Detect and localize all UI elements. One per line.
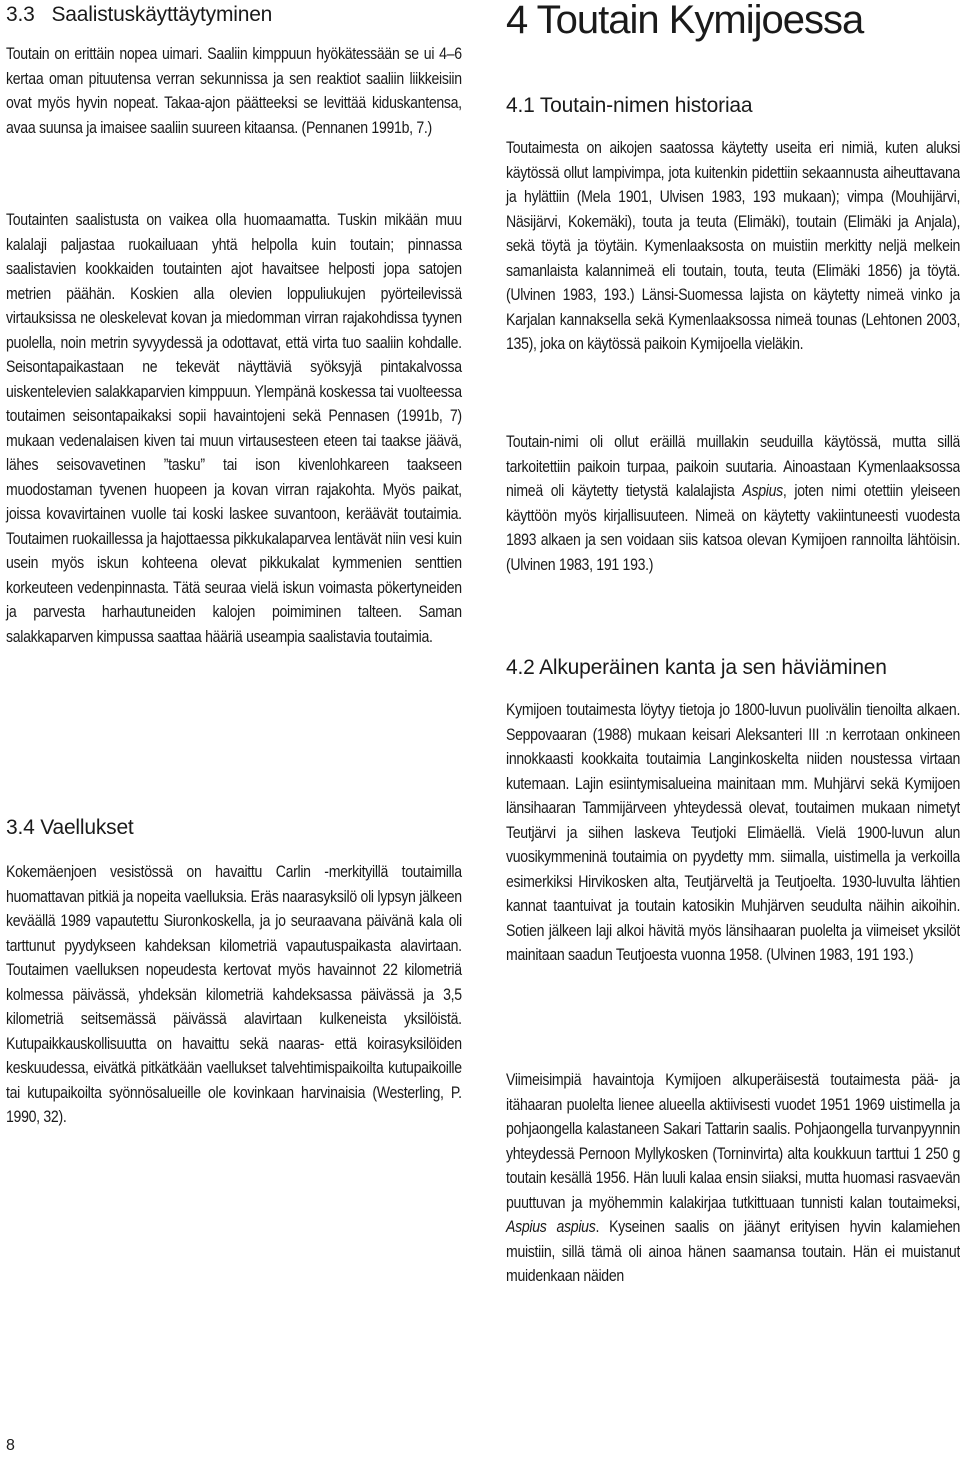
section-4-1-paragraph-2 xyxy=(506,430,960,577)
p2-text-a: Toutain-nimi oli ollut eräillä muillakin seuduilla käytössä, mutta sillä tarkoitettiin paikoin turpaa, paikoin suutaria. Ainoastaan Kymenlaaksossa nimeä oli käytetty tietystä kalalajista xyxy=(506,433,960,500)
section-3-4-paragraph-1: Kokemäenjoen vesistössä on havaittu Carlin -merkityillä toutaimilla huomattavan pitkiä ja nopeita vaelluksia. Eräs naarasyksilö oli lypsyn jälkeen keväällä 1989 vapautettu Siuronkoskella, ja jo seuraavana päivänä kala oli tarttunut pyydykseen kahdeksan kilometriä vapautuspaikasta alavirtaan. Toutaimen vaelluksen nopeudesta kertovat myös havainnot 22 kilometriä kolmessa päivässä, yhdeksän kilometriä kahdeksassa päivässä ja 3,5 kilometriä seitsemässä päivässä alavirtaan kulkeneista yksilöistä. Kutupaikkauskollisuutta on havaittu sekä naaras- että koirasyksilöiden keskuudessa, eivätkä pitkätkään vaellukset talvehtimispaikoilta kutupaikoille tai kutupaikoilta syönnösalueille ole kovinkaan harvinaisia (Westerling, P. 1990, 32). xyxy=(6,863,462,1126)
section-4-2-heading: 4.2 Alkuperäinen kanta ja sen häviäminen xyxy=(506,656,887,679)
section-3-3-paragraph-1: Toutain on erittäin nopea uimari. Saaliin kimppuun hyökätessään se ui 4–6 kertaa oman pituutensa verran sekunnissa ja sen reaktiot saaliin liikkeisiin ovat myös hyvin nopeat. Takaa-ajon päätteeksi se levittää kiduskantensa, avaa suunsa ja imaisee saaliin suureen kitaansa. (Pennanen 1991b, 7.) xyxy=(6,45,462,137)
section-3-3-paragraph-2: Toutainten saalistusta on vaikea olla huomaamatta. Tuskin mikään muu kalalaji paljastaa ruokailuaan yhtä helpolla kuin toutain; pinnassa saalistavien kookkaiden toutainten ajot havaitsee helposti jopa satojen metrien päähän. Koskien alla olevien loppuliukujen pyörteilevissä virtauksissa ne oleskelevat kovan ja miedomman virran rajakohdissa tyynen puolella, noin metrin syvyydessä ja odottavat, että virta tuo saaliin kohdalle. Seisontapaikastaan ne tekevät näyttäviä syöksyjä pintakalvossa uiskentelevien salakkaparvien kimppuun. Ylempänä koskessa tai vuolteessa toutaimen seisontapaikaksi sopii havaintojeni sekä Pennasen (1991b, 7) mukaan vedenalaisen kiven tai muun virtausesteen eteen tai taakse jäävä, lähes seisovavetinen ”tasku” tai ison kivenlohkareen taakseen muodostaman tyvenen huopeen ja kovan virran rajakohta. Myös paikat, joissa kovavirtainen vuolle tai koski laskee suvantoon, keräävät toutaimia. Toutaimen ruokaillessa ja hajottaessa pikkukalaparvea lentävät niin vesi kuin usein myös iskun kohteena olevat pikkukalat kymmenien senttien korkeuteen vedenpinnasta. Tätä seuraa vielä iskun voimasta pökertyneiden ja parvesta harhautuneiden kalojen poimiminen talteen. Saman salakkaparven kimpussa saattaa hääriä useampia saalistavia toutaimia. xyxy=(6,211,462,646)
page-number: 8 xyxy=(6,1437,15,1454)
section-3-3-heading: 3.3 Saalistuskäyttäytyminen xyxy=(6,3,273,26)
p2-text-b: , joten nimi otettiin yleiseen käyttöön myös kirjallisuuteen. Nimeä on käytetty vakiintuneesti vuodesta 1893 alkaen ja sen voidaan siis katsoa olevan Kymijoen rannoilta lähtöisin. (Ulvinen 1983, 191 193.) xyxy=(506,482,960,574)
p2-italic-term: Aspius xyxy=(742,482,783,500)
p3-text-a: Viimeisimpiä havaintoja Kymijoen alkuperäisestä toutaimesta pää- ja itähaaran puolelta lienee alueella aktiivisesti vuodet 1951 1969 uistimella ja pohjaongella kalastaneen Sakari Tattarin saalis. Pohjaongella turvanpyynnin yhteydessä Pernoon Myllykosken (Torninvirta) alta koukkuun tarttui 1 250 g toutain kesällä 1956. Hän luuli kalaa ensin siiaksi, mutta huomasi rasvaevän puuttuvan ja myöhemmin kalakirjaa tutkittuaan tunnisti kalan toutaimeksi, xyxy=(506,1071,960,1212)
section-4-1-paragraph-1: Toutaimesta on aikojen saatossa käytetty useita eri nimiä, kuten aluksi käytössä ollut lampivimpa, jota kuitenkin pidettiin sekaannusta aiheuttavana ja hylättiin (Mela 1901, Ulvisen 1983, 193 mukaan); vimpa (Mouhijärvi, Näsijärvi, Kokemäki), touta ja teuta (Elimäki), toutain (Elimäki ja Anjala), sekä töytä ja töytäin. Kymenlaaksosta on muistiin merkitty neljä melkein samanlaista kalannimeä eli toutain, touta, teuta (Elimäki 1856) ja töytä. (Ulvinen 1983, 193.) Länsi-Suomessa lajista on käytetty nimeä vinko ja Karjalan kannaksella sekä Kymenlaaksossa nimeä tounas (Lehtonen 2003, 135), joka on käytössä paikoin Kymijoella vieläkin. xyxy=(506,139,960,353)
section-4-2-paragraph-1: Kymijoen toutaimesta löytyy tietoja jo 1800-luvun puolivälin tienoilta alkaen. Seppovaaran (1988) mukaan keisari Aleksanteri III :n kerrotaan onkineen innokkaasti kookkaita toutaimia Langinkoskelta niiden noustessa virtaan kutemaan. Lajin esiintymisalueina mainitaan mm. Muhjärvi sekä Kymijoen länsihaaran Tammijärveen yhteydessä olevat, toutaimen mukaan nimetyt Teutjärvi ja siihen laskeva Teutjoki Elimäellä. Vielä 1900-luvun alun vuosikymmeninä toutaimia on pyydetty mm. siimalla, uistimella ja verkoilla esimerkiksi Hirvikosken alta, Teutjärveltä ja Teutjoelta. 1930-luvulta lähtien kannat taantuivat ja toutain katosikin Muhjärven seudulta näihin aikoihin. Sotien jälkeen laji alkoi hävitä myös länsihaaran puolelta ja viimeiset yksilöt mainitaan saadun Teutjoesta vuonna 1958. (Ulvinen 1983, 191 193.) xyxy=(506,701,960,964)
p3-text-b: . Kyseinen saalis on jäänyt erityisen hyvin kalamiehen muistiin, sillä tämä oli ainoa hänen saamansa toutain. Hän ei muistanut muidenkaan näiden xyxy=(506,1218,960,1285)
section-3-4-heading: 3.4 Vaellukset xyxy=(6,816,134,839)
chapter-4-heading: 4 Toutain Kymijoessa xyxy=(506,0,864,42)
section-4-1-heading: 4.1 Toutain-nimen historiaa xyxy=(506,94,753,117)
section-4-2-paragraph-2 xyxy=(506,1068,960,1289)
p3-italic-term: Aspius aspius xyxy=(506,1218,596,1236)
